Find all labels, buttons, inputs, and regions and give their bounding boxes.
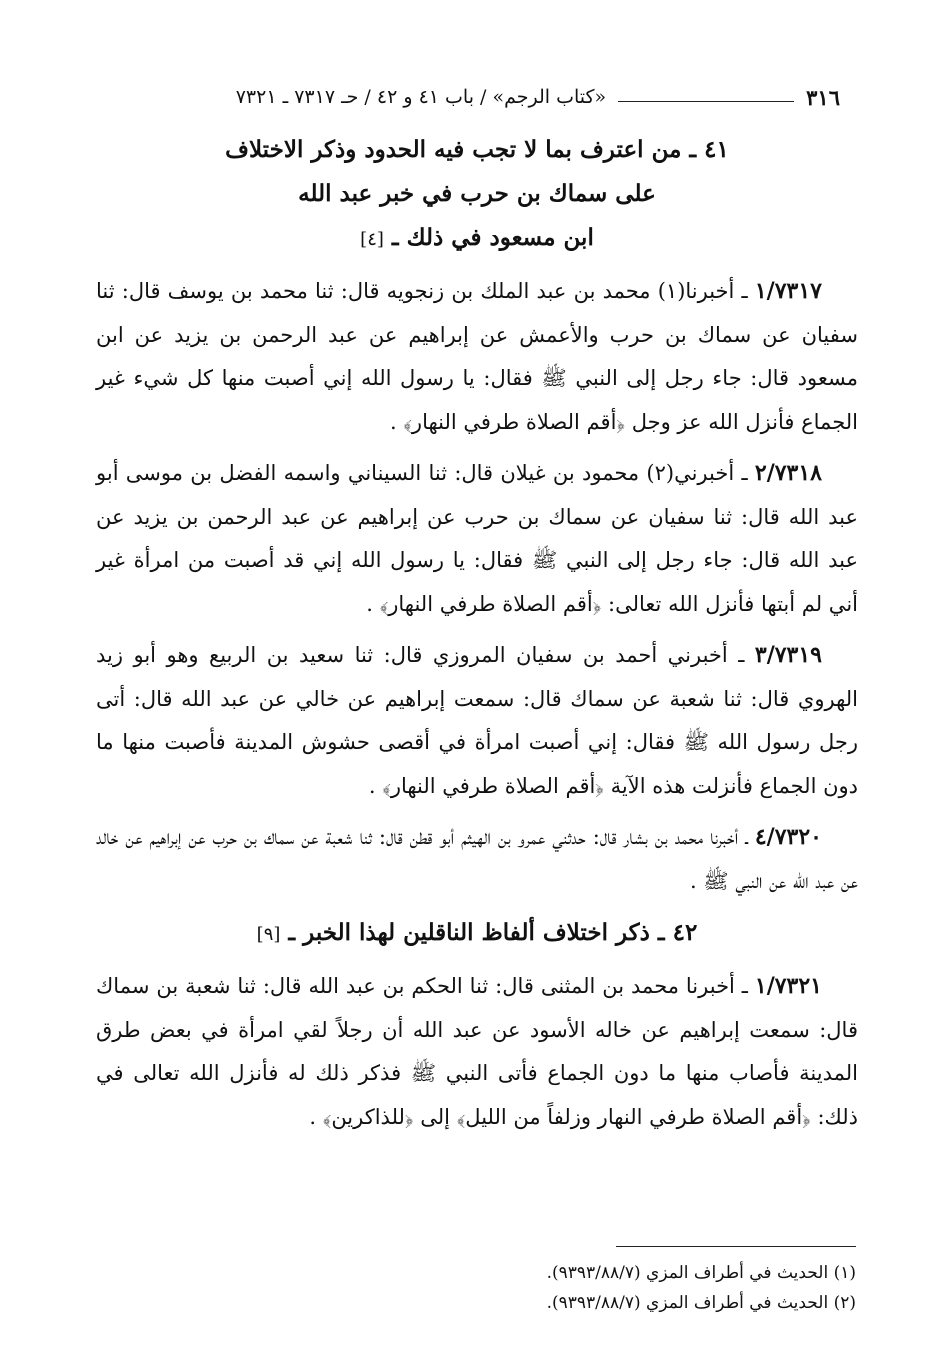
chapter-41-heading (96, 128, 858, 262)
chapter-41-line-3: ابن مسعود في ذلك ـ (391, 224, 594, 251)
chapter-42-line-1: ٤٢ ـ ذكر اختلاف ألفاظ الناقلين لهذا الخبر ـ (288, 919, 698, 946)
hadith-text: ـ أخبرني أحمد بن سفيان المروزي قال: ثنا سعيد بن الربيع وهو أبو زيد الهروي قال: ثنا شعبة عن سماك قال: سمعت إبراهيم عن خالي عن عبد الله قال: أتى رجل رسول الله ﷺ فقال: إني أصبت امرأة في أقصى حشوش المدينة فأصبت منها ما دون الجماع فأنزلت هذه الآية ﴿أقم الصلاة طرفي النهار﴾ . (96, 643, 858, 798)
chapter-42-heading (96, 911, 858, 957)
hadith-text: ـ أخبرنا(١) محمد بن عبد الملك بن زنجويه قال: ثنا محمد بن يوسف قال: ثنا سفيان عن سماك بن حرب والأعمش عن إبراهيم عن عبد الرحمن بن يزيد عن ابن مسعود قال: جاء رجل إلى النبي ﷺ فقال: يا رسول الله إني أصبت منها كل شيء غير الجماع فأنزل الله عز وجل ﴿أقم الصلاة طرفي النهار﴾ . (96, 279, 858, 434)
page-body (96, 128, 858, 1147)
footnotes (300, 1258, 856, 1318)
chapter-41-ref: [٤] (360, 229, 384, 250)
hadith-text: ـ أخبرني(٢) محمود بن غيلان قال: ثنا السيناني واسمه الفضل بن موسى أبو عبد الله قال: ثنا سفيان عن سماك بن حرب عن إبراهيم عن عبد الرحمن بن يزيد عن عبد الله قال: جاء رجل إلى النبي ﷺ فقال: يا رسول الله إني قد أصبت من امرأة غير أني لم أبتها فأنزل الله تعالى: ﴿أقم الصلاة طرفي النهار﴾ . (96, 461, 858, 616)
header-rule (618, 101, 794, 102)
hadith-text: ـ أخبرنا محمد بن بشار قال: حدثني عمرو بن الهيثم أبو قطن قال: ثنا شعبة عن سماك بن حرب عن إبراهيم عن خالد عن عبد الله عن النبي ﷺ . (96, 825, 858, 893)
hadith-7318 (96, 452, 858, 626)
page-number: ٣١٦ (806, 84, 840, 110)
chapter-42-ref: [٩] (256, 924, 281, 945)
hadith-number: ٣/٧٣١٩ (754, 642, 822, 668)
hadith-7320 (96, 816, 858, 903)
hadith-number: ١/٧٣٢١ (754, 973, 822, 999)
hadith-number: ١/٧٣١٧ (754, 278, 822, 304)
hadith-7317 (96, 270, 858, 444)
chapter-41-line-1: ٤١ ـ من اعترف بما لا تجب فيه الحدود وذكر الاختلاف (225, 136, 729, 163)
footnote-2: (٢) الحديث في أطراف المزي (٩٣٩٣/٨٨/٧). (546, 1293, 856, 1313)
chapter-41-line-2: على سماك بن حرب في خبر عبد الله (298, 180, 656, 207)
hadith-text: ـ أخبرنا محمد بن المثنى قال: ثنا الحكم بن عبد الله قال: ثنا شعبة بن سماك قال: سمعت إبراهيم عن خاله الأسود عن عبد الله أن رجلاً لقي امرأة في بعض طرق المدينة فأصاب منها ما دون الجماع فأتى النبي ﷺ فذكر ذلك له فأنزل الله تعالى في ذلك: ﴿أقم الصلاة طرفي النهار وزلفاً من الليل﴾ إلى ﴿للذاكرين﴾ . (96, 974, 858, 1129)
footnote-1: (١) الحديث في أطراف المزي (٩٣٩٣/٨٨/٧). (546, 1263, 856, 1283)
hadith-7319 (96, 634, 858, 808)
footnote-rule (616, 1246, 856, 1247)
hadith-number: ٢/٧٣١٨ (754, 460, 822, 486)
running-title: «كتاب الرجم» / باب ٤١ و ٤٢ / حـ ٧٣١٧ ـ ٧٣٢١ (235, 86, 607, 108)
running-head (96, 82, 840, 112)
hadith-number: ٤/٧٣٢٠ (754, 824, 822, 850)
hadith-7321 (96, 965, 858, 1139)
